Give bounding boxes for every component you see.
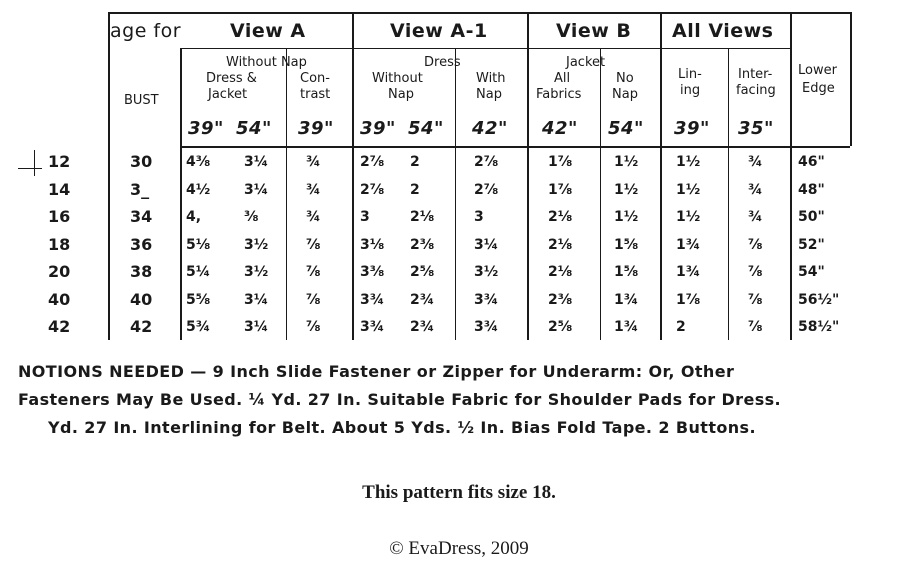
yardage-cell: 4½: [186, 181, 211, 198]
table-top-rule: [108, 12, 850, 14]
yardage-cell: 2: [410, 181, 420, 198]
yardage-cell: 5¾: [186, 319, 211, 335]
yardage-cell: 52": [798, 236, 825, 253]
yardage-cell: 3¾: [360, 291, 385, 308]
size-cell: 40: [48, 289, 71, 309]
yardage-cell: 3¼: [474, 236, 499, 253]
column-rule: [286, 48, 287, 340]
all-fabrics-label: Fabrics: [536, 87, 582, 102]
bust-cell: 38: [130, 262, 153, 281]
yardage-cell: 56½": [798, 291, 840, 308]
yardage-cell: 58½": [798, 319, 840, 335]
yardage-cell: 2⅞: [360, 154, 385, 170]
yardage-cell: 1½: [676, 209, 701, 225]
yardage-cell: 3½: [244, 236, 269, 253]
yardage-cell: 2⅛: [548, 209, 573, 225]
yardage-cell: 1¾: [614, 291, 639, 308]
jacket-label: Jacket: [566, 55, 606, 70]
size-cell: 20: [48, 262, 71, 281]
yardage-cell: 3¼: [244, 319, 269, 335]
fabric-width: 39": [360, 118, 396, 139]
yardage-cell: 2¾: [410, 291, 435, 308]
yardage-cell: 1⅞: [548, 154, 573, 170]
yardage-cell: 3¼: [244, 154, 269, 170]
yardage-cell: ⅜: [244, 209, 259, 225]
yardage-cell: 3¼: [244, 291, 269, 308]
contrast-label: trast: [300, 87, 331, 102]
no-nap-label: Nap: [612, 87, 638, 102]
yardage-cell: 2¾: [410, 319, 435, 335]
bust-cell: 3_: [130, 179, 150, 199]
lining-label: ing: [680, 83, 701, 98]
fabric-width: 42": [542, 118, 578, 139]
yardage-cell: 4,: [186, 209, 202, 225]
column-rule: [660, 12, 662, 340]
yardage-cell: ¾: [748, 209, 763, 225]
fabric-width: 42": [472, 118, 508, 139]
with-nap-label: Nap: [476, 87, 502, 102]
bust-cell: 30: [130, 152, 153, 171]
interfacing-label: Inter-: [738, 67, 773, 82]
yardage-cell: 5⅝: [186, 291, 211, 308]
yardage-cell: ⅞: [306, 264, 321, 280]
yardage-cell: 1¾: [676, 236, 701, 253]
dress-jacket-label: Dress &: [206, 71, 257, 86]
yardage-cell: 2⅝: [410, 264, 435, 280]
size-cell: 18: [48, 234, 71, 254]
lower-edge-label: Lower: [798, 63, 837, 78]
caption: This pattern fits size 18.: [362, 482, 556, 503]
yardage-cell: 2⅜: [410, 236, 435, 253]
yardage-cell: ¾: [748, 154, 763, 170]
yardage-cell: 3¾: [360, 319, 385, 335]
dress-label: Dress: [424, 55, 461, 70]
without-nap-label: Without Nap: [226, 55, 307, 70]
yardage-cell: ⅞: [748, 264, 763, 280]
yardage-cell: 3: [474, 209, 484, 225]
yardage-cell: 50": [798, 209, 825, 225]
fabric-width: 54": [608, 118, 644, 139]
column-rule: [790, 12, 792, 340]
row-marker: [18, 168, 42, 169]
yardage-cell: 1½: [614, 181, 639, 198]
bust-label: BUST: [124, 93, 159, 108]
yardage-cell: 1⅞: [548, 181, 573, 198]
yardage-cell: 48": [798, 181, 825, 198]
yardage-cell: 1½: [614, 209, 639, 225]
all-views-header: All Views: [672, 20, 774, 42]
fabric-width: 54": [408, 118, 444, 139]
fabric-width: 54": [236, 118, 272, 139]
notions-line: Fasteners May Be Used. ¼ Yd. 27 In. Suitable Fabric for Shoulder Pads for Dress.: [18, 390, 782, 409]
column-rule: [728, 48, 729, 340]
yardage-cell: 1½: [676, 181, 701, 198]
column-rule: [455, 48, 456, 340]
bust-cell: 42: [130, 317, 153, 336]
yardage-cell: 2⅜: [548, 291, 573, 308]
yardage-cell: ⅞: [306, 291, 321, 308]
yardage-cell: 54": [798, 264, 825, 280]
fabric-width: 39": [298, 118, 334, 139]
yardage-cell: 3¾: [474, 319, 499, 335]
yardage-cell: 2⅛: [548, 264, 573, 280]
yardage-cell: 1⅝: [614, 236, 639, 253]
yardage-cell: 3½: [244, 264, 269, 280]
yardage-cell: 2: [676, 319, 686, 335]
yardage-cell: 1¾: [614, 319, 639, 335]
yardage-cell: ⅞: [748, 236, 763, 253]
size-cell: 12: [48, 152, 71, 171]
widths-divider: [180, 146, 850, 148]
header-divider: [180, 48, 790, 49]
without-nap-label: Nap: [388, 87, 414, 102]
interfacing-label: facing: [736, 83, 776, 98]
yardage-cell: ¾: [306, 209, 321, 225]
yardage-cell: 2⅝: [548, 319, 573, 335]
fabric-width: 39": [674, 118, 710, 139]
all-fabrics-label: All: [554, 71, 571, 86]
yardage-cell: 2⅞: [474, 181, 499, 198]
row-marker: [34, 150, 35, 176]
lower-edge-label: Edge: [802, 81, 835, 96]
yardage-cell: 2⅞: [474, 154, 499, 170]
no-nap-label: No: [616, 71, 634, 86]
yardage-cell: ¾: [306, 181, 321, 198]
yardage-cell: 1¾: [676, 264, 701, 280]
yardage-cell: 2⅞: [360, 181, 385, 198]
yardage-cell: 3¼: [244, 181, 269, 198]
yardage-cell: ⅞: [306, 319, 321, 335]
notions-line: NOTIONS NEEDED — 9 Inch Slide Fastener or Zipper for Underarm: Or, Other: [18, 362, 735, 381]
yardage-cell: ⅞: [748, 319, 763, 335]
yardage-cell: 5⅛: [186, 236, 211, 253]
copyright-notice: © EvaDress, 2009: [389, 538, 529, 559]
yardage-label: age for: [110, 20, 182, 42]
yardage-cell: ¾: [306, 154, 321, 170]
view-a1-header: View A-1: [390, 20, 488, 42]
lining-label: Lin-: [678, 67, 702, 82]
yardage-cell: 5¼: [186, 264, 211, 280]
notions-line: Yd. 27 In. Interlining for Belt. About 5 Yds. ½ In. Bias Fold Tape. 2 Buttons.: [48, 418, 756, 437]
yardage-cell: 4⅜: [186, 154, 211, 170]
without-nap-label: Without: [372, 71, 423, 86]
column-rule: [108, 12, 110, 340]
yardage-cell: 2: [410, 154, 420, 170]
size-cell: 16: [48, 207, 71, 226]
yardage-cell: 46": [798, 154, 825, 170]
dress-jacket-label: Jacket: [208, 87, 248, 102]
yardage-cell: 2⅛: [548, 236, 573, 253]
bust-cell: 40: [130, 289, 153, 309]
column-rule: [850, 12, 852, 146]
yardage-cell: ¾: [748, 181, 763, 198]
yardage-cell: 1½: [614, 154, 639, 170]
yardage-cell: 1⅞: [676, 291, 701, 308]
yardage-cell: 3½: [474, 264, 499, 280]
size-cell: 14: [48, 179, 71, 199]
yardage-cell: 1½: [676, 154, 701, 170]
yardage-cell: 2⅛: [410, 209, 435, 225]
yardage-cell: ⅞: [306, 236, 321, 253]
with-nap-label: With: [476, 71, 506, 86]
column-rule: [180, 48, 182, 340]
column-rule: [527, 12, 529, 340]
contrast-label: Con-: [300, 71, 330, 86]
column-rule: [352, 12, 354, 340]
yardage-cell: 3¾: [474, 291, 499, 308]
yardage-cell: 3: [360, 209, 370, 225]
size-cell: 42: [48, 317, 71, 336]
yardage-cell: 1⅝: [614, 264, 639, 280]
fabric-width: 39": [188, 118, 224, 139]
view-a-header: View A: [230, 20, 306, 42]
bust-cell: 36: [130, 234, 153, 254]
yardage-cell: 3⅛: [360, 236, 385, 253]
yardage-cell: ⅞: [748, 291, 763, 308]
column-rule: [600, 48, 601, 340]
yardage-cell: 3⅜: [360, 264, 385, 280]
fabric-width: 35": [738, 118, 774, 139]
bust-cell: 34: [130, 207, 153, 226]
view-b-header: View B: [556, 20, 632, 42]
